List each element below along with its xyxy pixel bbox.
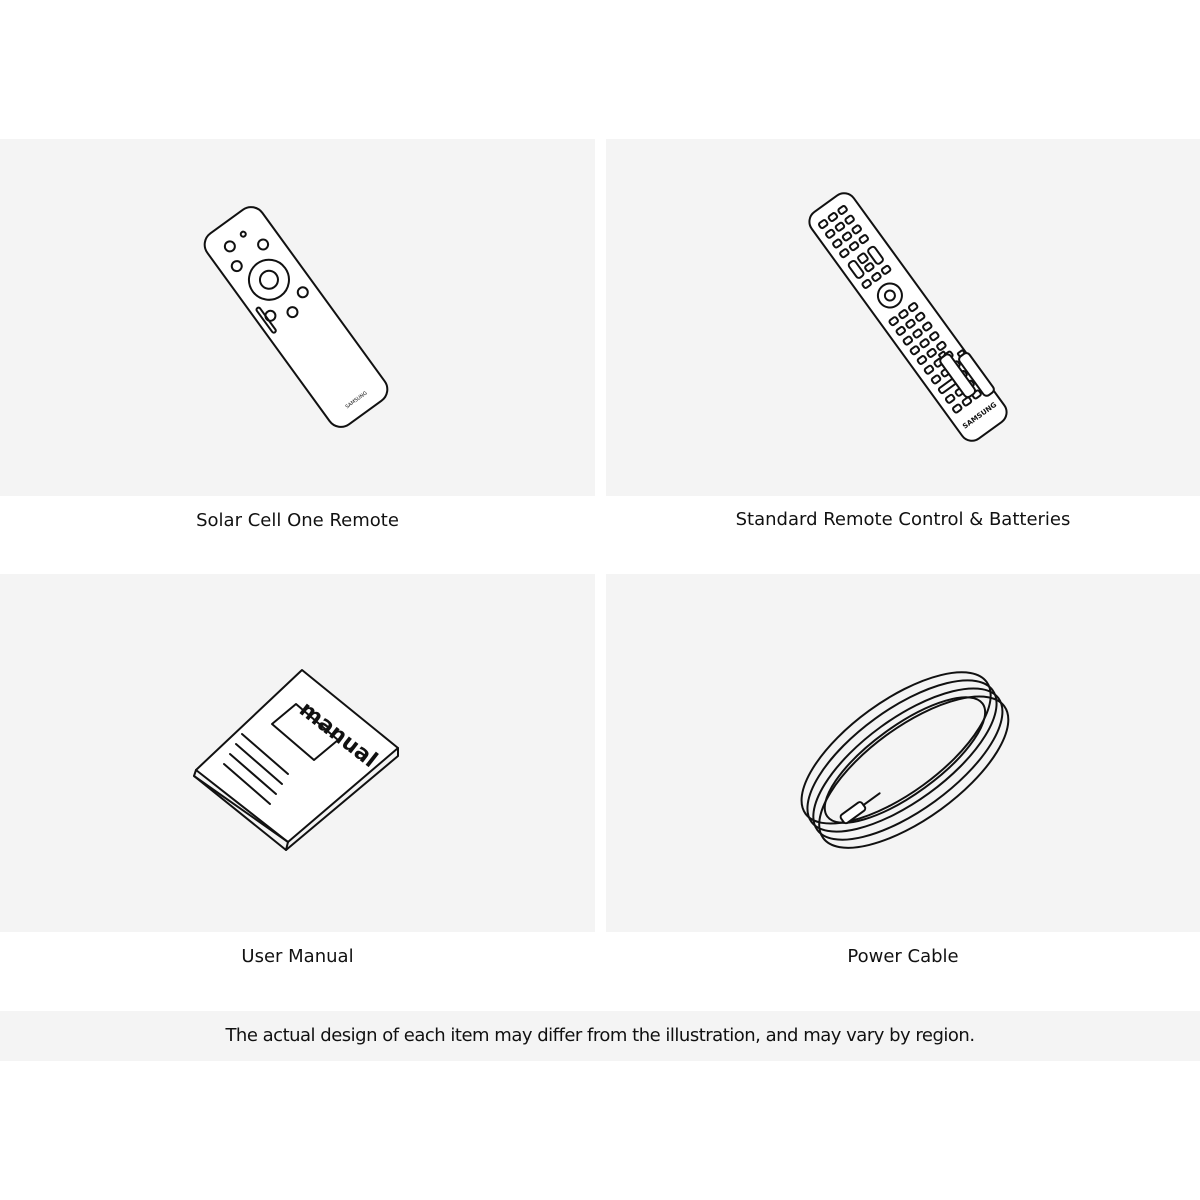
item-panel-standard-remote (606, 139, 1200, 496)
solar-remote-brand: SAMSUNG (344, 390, 369, 411)
disclaimer-text: The actual design of each item may differ from the illustration, and may vary by region. (225, 1025, 975, 1046)
power-cable-icon (606, 574, 1200, 932)
solar-remote-icon (0, 139, 595, 496)
manual-cover-text: manual (294, 697, 382, 774)
remote-batteries-icon (606, 139, 1200, 496)
caption-standard-remote: Standard Remote Control & Batteries (735, 509, 1071, 530)
standard-remote-brand: SAMSUNG (961, 400, 999, 431)
manual-icon (0, 574, 595, 932)
item-panel-power-cable (606, 574, 1200, 932)
caption-user-manual: User Manual (241, 946, 354, 967)
item-panel-solar-remote (0, 139, 595, 496)
caption-power-cable: Power Cable (847, 946, 959, 967)
item-panel-user-manual (0, 574, 595, 932)
caption-solar-remote: Solar Cell One Remote (196, 510, 399, 531)
